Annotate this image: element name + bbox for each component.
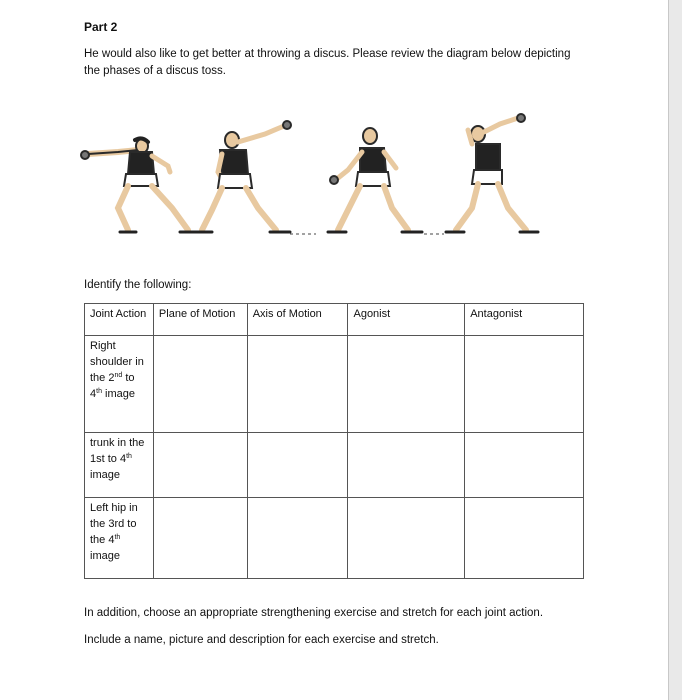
identify-label: Identify the following: — [84, 279, 192, 291]
section-title: Part 2 — [84, 20, 118, 34]
instruction-line-2: Include a name, picture and description for each exercise and stretch. — [84, 634, 439, 646]
row3-joint-action: Left hip in the 3rd to the 4th image — [85, 498, 154, 579]
row2-plane-cell[interactable] — [153, 433, 247, 498]
row1-agonist-cell[interactable] — [348, 336, 465, 433]
header-agonist: Agonist — [348, 304, 465, 336]
row1-antagonist-cell[interactable] — [465, 336, 584, 433]
row1-joint-action: Right shoulder in the 2nd to 4th image — [85, 336, 154, 433]
table-header-row — [85, 304, 584, 336]
row1-plane-cell[interactable] — [153, 336, 247, 433]
row2-agonist-cell[interactable] — [348, 433, 465, 498]
header-axis-of-motion: Axis of Motion — [247, 304, 348, 336]
discus-phase-1-figure — [81, 138, 198, 232]
table-row — [85, 336, 584, 433]
discus-phase-3-figure — [328, 128, 422, 232]
discus-phase-4-figure — [446, 114, 538, 232]
intro-paragraph: He would also like to get better at throwing a discus. Please review the diagram below depicting the phases of a discus toss. — [84, 48, 571, 77]
discus-phases-illustration — [80, 112, 540, 242]
instruction-line-1: In addition, choose an appropriate strengthening exercise and stretch for each joint action. — [84, 607, 544, 619]
header-antagonist: Antagonist — [465, 304, 584, 336]
row2-antagonist-cell[interactable] — [465, 433, 584, 498]
row2-joint-action: trunk in the 1st to 4th image — [85, 433, 154, 498]
header-plane-of-motion: Plane of Motion — [153, 304, 247, 336]
header-joint-action: Joint Action — [85, 304, 154, 336]
row3-plane-cell[interactable] — [153, 498, 247, 579]
row3-axis-cell[interactable] — [247, 498, 348, 579]
discus-phase-2-figure — [194, 121, 291, 232]
row3-agonist-cell[interactable] — [348, 498, 465, 579]
row2-axis-cell[interactable] — [247, 433, 348, 498]
table-row — [85, 498, 584, 579]
row3-antagonist-cell[interactable] — [465, 498, 584, 579]
joint-action-table — [84, 303, 584, 579]
table-row — [85, 433, 584, 498]
row1-axis-cell[interactable] — [247, 336, 348, 433]
